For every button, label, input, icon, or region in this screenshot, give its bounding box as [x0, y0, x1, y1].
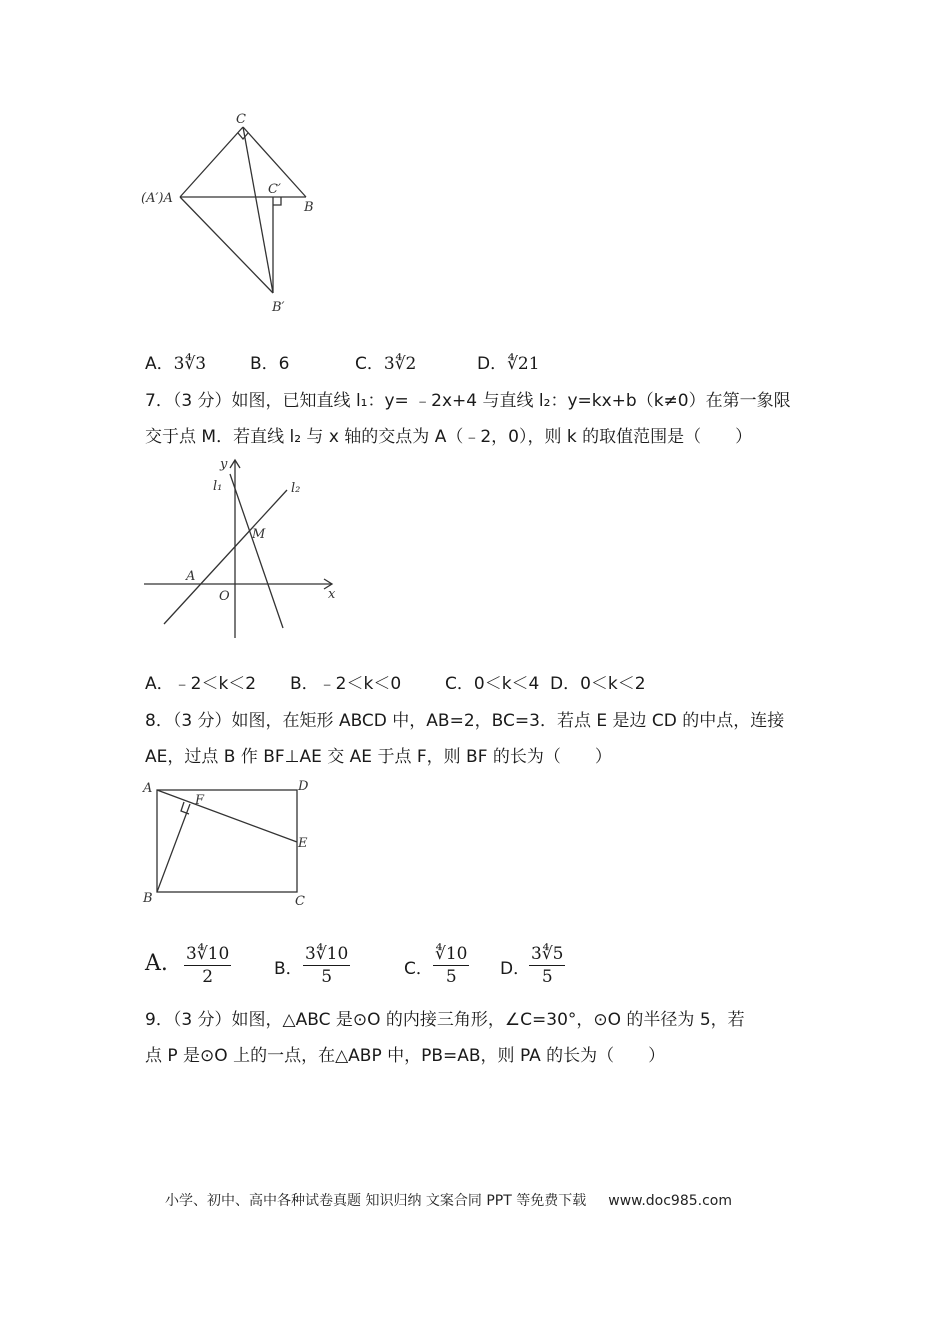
label-c: C [236, 112, 246, 127]
footer-url[interactable]: www.doc985.com [608, 1193, 732, 1209]
label-o: O [219, 589, 230, 604]
label-a: A [143, 781, 153, 796]
q6-option-d[interactable]: D．∜21 [477, 354, 540, 374]
rectangle-abcd [157, 790, 297, 892]
right-angle-mark-cp [273, 197, 281, 205]
label-f: F [195, 793, 205, 808]
line-l1 [230, 474, 283, 628]
label-l1: l₁ [213, 479, 223, 494]
figure-q8 [140, 775, 320, 913]
q7-text-line-1: 7．（3 分）如图，已知直线 l₁：y= ﹣2x+4 与直线 l₂：y=kx+b（k≠0）在第一象限 [145, 391, 791, 411]
q6-option-b[interactable]: B．6 [250, 354, 290, 374]
label-cp: C′ [268, 182, 281, 197]
label-d: D [298, 779, 309, 794]
q8-option-b-letter[interactable]: B． [274, 959, 303, 979]
footer-text: 小学、初中、高中各种试卷真题 知识归纳 文案合同 PPT 等免费下载 [165, 1193, 587, 1209]
label-m: M [252, 527, 266, 542]
q8-option-d-fraction[interactable]: $\frac{3∜5}{5}$ [531, 944, 564, 987]
q7-text-line-2: 交于点 M．若直线 l₂ 与 x 轴的交点为 A（﹣2，0），则 k 的取值范围是（ ） [145, 427, 753, 447]
label-b: B [143, 891, 153, 906]
label-y: y [220, 457, 228, 472]
q6-option-a[interactable]: A．3∜3 [145, 354, 207, 374]
q7-option-d[interactable]: D．0＜k＜2 [550, 674, 646, 694]
right-angle-mark-c [238, 133, 248, 139]
q8-option-a-letter[interactable]: A. [145, 951, 168, 976]
segment-bf [157, 804, 190, 892]
segment-cbp [243, 127, 273, 293]
figure-q6 [140, 105, 340, 320]
q8-option-b-fraction[interactable]: $\frac{3∜10}{5}$ [305, 944, 349, 987]
q8-text-line-2: AE，过点 B 作 BF⊥AE 交 AE 于点 F，则 BF 的长为（ ） [145, 747, 612, 767]
q8-option-a-fraction[interactable]: $\frac{3∜10}{2}$ [186, 944, 230, 987]
label-a: A [186, 569, 196, 584]
q7-option-a[interactable]: A．﹣2＜k＜2 [145, 674, 257, 694]
segment-abp [180, 197, 273, 293]
label-b: B [304, 200, 314, 215]
right-angle-mark-f [181, 802, 189, 814]
figure-q7 [140, 452, 350, 647]
label-c: C [295, 894, 305, 909]
q7-option-b[interactable]: B．﹣2＜k＜0 [290, 674, 402, 694]
q9-text-line-2: 点 P 是⊙O 上的一点，在△ABP 中，PB=AB，则 PA 的长为（ ） [145, 1046, 666, 1066]
page-footer [165, 1190, 732, 1210]
q8-option-c-letter[interactable]: C． [404, 959, 433, 979]
q6-option-c[interactable]: C．3∜2 [355, 354, 417, 374]
label-l2: l₂ [291, 481, 301, 496]
q7-option-c[interactable]: C．0＜k＜4 [445, 674, 540, 694]
label-a: (A′)A [141, 191, 173, 206]
label-bp: B′ [272, 300, 285, 315]
segment-ca [180, 127, 243, 197]
q8-option-c-fraction[interactable]: $\frac{∜10}{5}$ [435, 944, 468, 987]
q8-text-line-1: 8．（3 分）如图，在矩形 ABCD 中，AB=2，BC=3．若点 E 是边 CD 的中点，连接 [145, 711, 785, 731]
label-x: x [328, 587, 336, 602]
label-e: E [298, 836, 308, 851]
q9-text-line-1: 9．（3 分）如图，△ABC 是⊙O 的内接三角形，∠C=30°，⊙O 的半径为 5，若 [145, 1010, 745, 1030]
q8-option-d-letter[interactable]: D． [500, 959, 531, 979]
